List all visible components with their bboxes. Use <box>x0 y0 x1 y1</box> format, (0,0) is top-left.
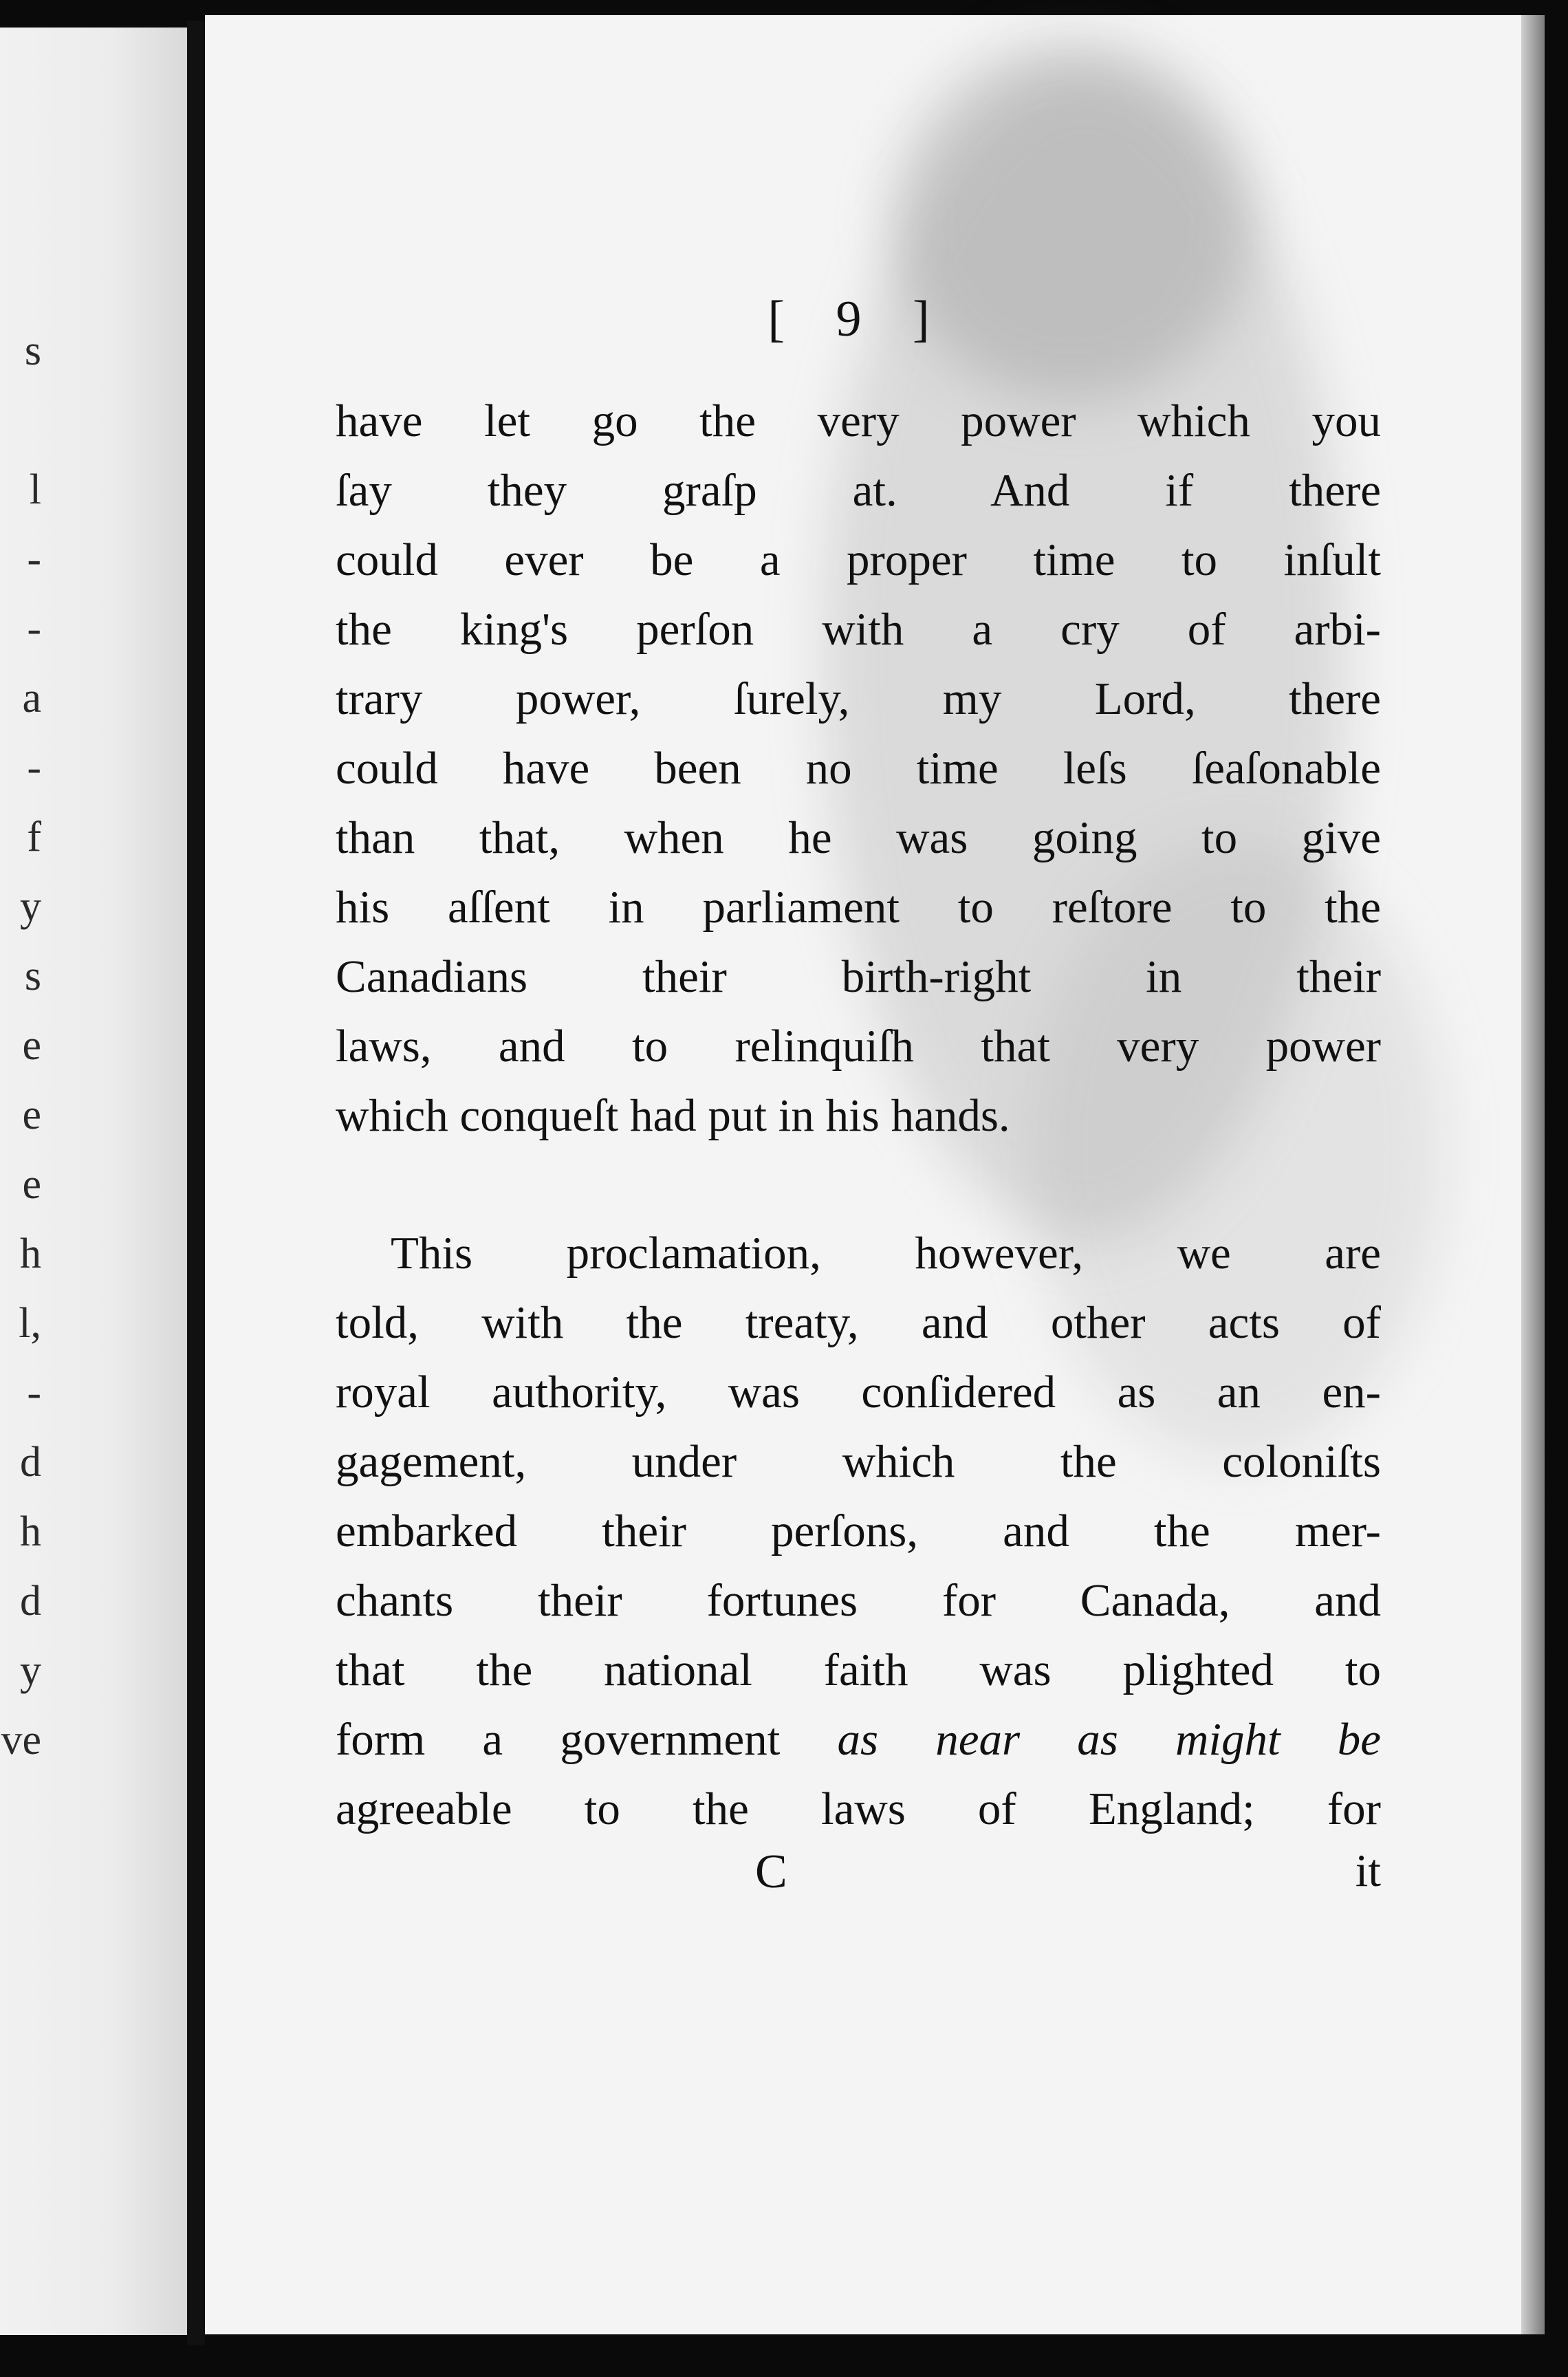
text-line: the king's perſon with a cry of arbi- <box>336 604 1381 655</box>
text-line: than that, when he was going to give <box>336 812 1381 863</box>
text-line: could ever be a proper time to inſult <box>336 534 1381 585</box>
page-right-edge <box>1521 15 1545 2334</box>
text-line: This proclamation, however, we are <box>391 1228 1381 1279</box>
text-line: trary power, ſurely, my Lord, there <box>336 673 1381 724</box>
text-line: have let go the very power which you <box>336 395 1381 446</box>
book-gutter <box>187 21 205 2345</box>
text-line: told, with the treaty, and other acts of <box>336 1297 1381 1348</box>
text-line: gagement, under which the coloniſts <box>336 1436 1381 1487</box>
text-line: ſay they graſp at. And if there <box>336 465 1381 516</box>
text-line: embarked their perſons, and the mer- <box>336 1506 1381 1556</box>
signature-mark: C <box>755 1845 787 1898</box>
text-line: his aſſent in parliament to reſtore to the <box>336 882 1381 933</box>
text-line: that the national faith was plighted to <box>336 1645 1381 1695</box>
catchword: it <box>1355 1845 1381 1896</box>
text-line <box>336 1705 1381 1774</box>
text-line: laws, and to relinquiſh that very power <box>336 1021 1381 1072</box>
book-page <box>205 15 1545 2334</box>
text-line: chants their fortunes for Canada, and <box>336 1575 1381 1626</box>
previous-page-bleed-text: s l - - a - f y s e e e h l, - d h d y ve <box>1 327 41 1763</box>
text-span: form a government <box>336 1714 781 1765</box>
text-line: could have been no time leſs ſeaſonable <box>336 743 1381 794</box>
text-line: agreeable to the laws of England; for <box>336 1783 1381 1834</box>
text-line: Canadians their birth-right in their <box>336 951 1381 1002</box>
page-number: [ 9 ] <box>767 291 949 347</box>
text-line: royal authority, was conſidered as an en- <box>336 1367 1381 1418</box>
text-line: which conqueſt had put in his hands. <box>336 1090 1010 1141</box>
italic-text-span: as near as might be <box>837 1714 1382 1765</box>
previous-page-edge <box>0 28 187 2335</box>
